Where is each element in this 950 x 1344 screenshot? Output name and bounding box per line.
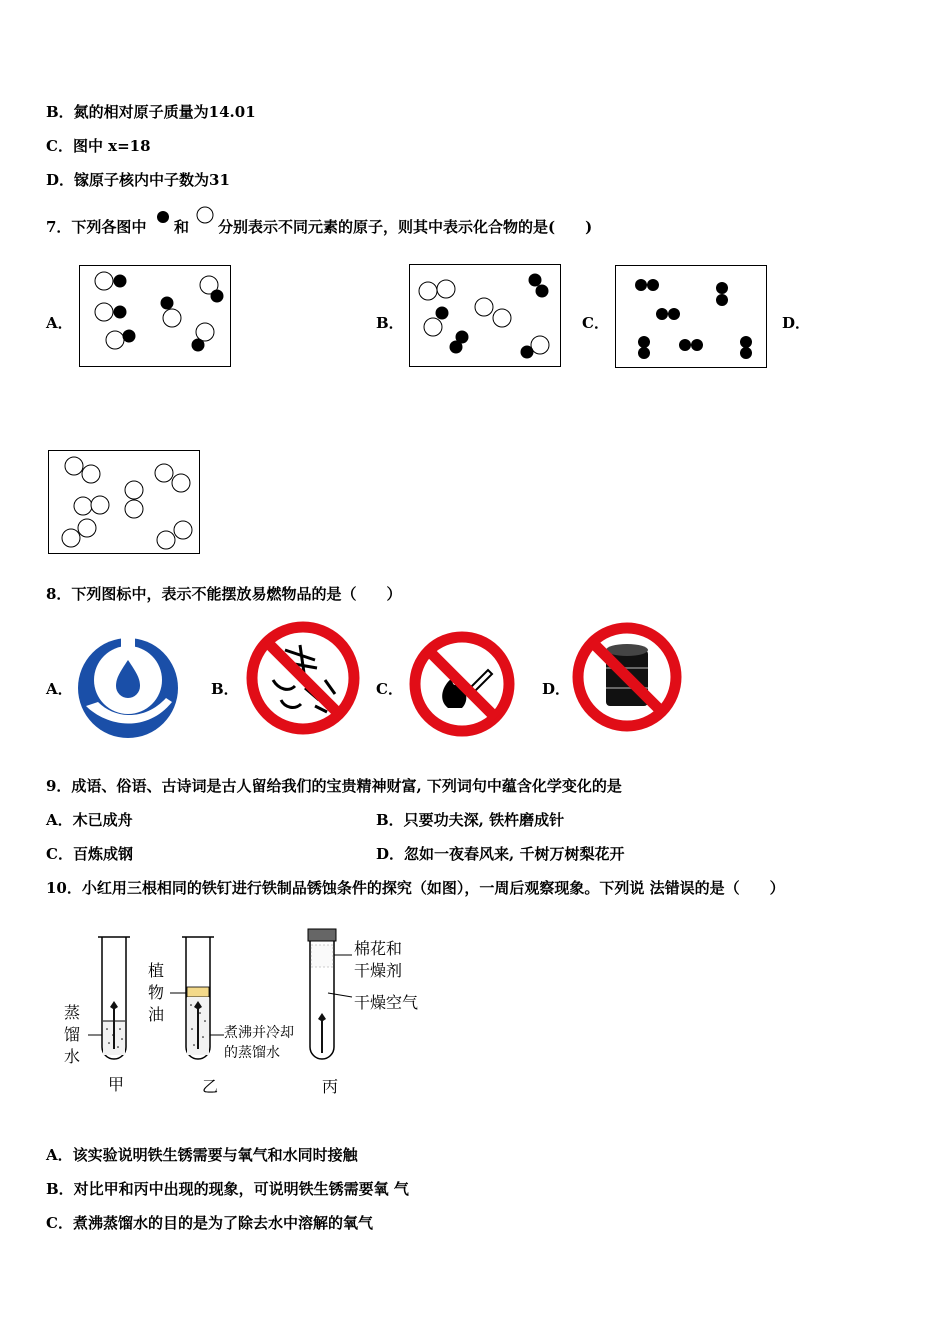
label-water-1: 蒸 bbox=[64, 1003, 81, 1022]
q7-stem-and: 和 bbox=[174, 218, 190, 236]
label-boiled-2: 的蒸馏水 bbox=[224, 1045, 280, 1061]
q7-box-b bbox=[409, 264, 561, 367]
label-cotton-2: 干燥剂 bbox=[354, 961, 403, 980]
no-flammable-liquid-sign-icon bbox=[572, 622, 682, 732]
q10-figure bbox=[60, 925, 440, 1100]
label-tube-yi: 乙 bbox=[202, 1077, 219, 1096]
molecule-diagram-c bbox=[616, 266, 768, 369]
q8-stem: 8．下列图标中，表示不能摆放易燃物品的是（ ） bbox=[46, 585, 402, 603]
q6-option-d: D．镓原子核内中子数为31 bbox=[46, 171, 230, 189]
label-oil-3: 油 bbox=[148, 1005, 165, 1024]
q9-option-d: D．忽如一夜春风来, 千树万树梨花开 bbox=[376, 845, 625, 863]
q9-option-b: B．只要功夫深, 铁杵磨成针 bbox=[376, 811, 565, 829]
molecule-diagram-b bbox=[410, 265, 562, 368]
q7-box-c bbox=[615, 265, 767, 368]
q8-label-a: A． bbox=[46, 680, 73, 698]
molecule-diagram-a bbox=[80, 266, 232, 368]
q7-box-a bbox=[79, 265, 231, 367]
label-oil-2: 物 bbox=[148, 983, 165, 1002]
q10-stem: 10．小红用三根相同的铁钉进行铁制品锈蚀条件的探究（如图），一周后观察现象。下列说 法错误的是（ ） bbox=[46, 879, 785, 897]
label-dry-air: 干燥空气 bbox=[354, 993, 419, 1012]
q9-option-c: C．百炼成钢 bbox=[46, 845, 133, 863]
q7-label-d: D． bbox=[782, 314, 811, 332]
q7-box-d bbox=[48, 450, 200, 554]
q10-option-b: B．对比甲和丙中出现的现象，可说明铁生锈需要氧 气 bbox=[46, 1180, 409, 1198]
white-atom-icon bbox=[196, 206, 214, 224]
label-boiled-1: 煮沸并冷却 bbox=[224, 1025, 294, 1041]
q10-option-a: A．该实验说明铁生锈需要与氧气和水同时接触 bbox=[46, 1146, 358, 1164]
q8-label-c: C． bbox=[376, 680, 403, 698]
q9-stem: 9．成语、俗语、古诗词是古人留给我们的宝贵精神财富, 下列词句中蕴含化学变化的是 bbox=[46, 777, 622, 795]
q6-option-b: B．氮的相对原子质量为14.01 bbox=[46, 103, 256, 121]
q7-label-b: B． bbox=[376, 314, 404, 332]
molecule-diagram-d bbox=[49, 451, 201, 555]
q8-label-d: D． bbox=[542, 680, 571, 698]
label-cotton-1: 棉花和 bbox=[354, 939, 403, 958]
q7-stem-prefix: 7．下列各图中 bbox=[46, 218, 147, 236]
q7-label-c: C． bbox=[582, 314, 609, 332]
no-flammables-sign-icon bbox=[245, 620, 361, 736]
q7-label-a: A． bbox=[46, 314, 73, 332]
q8-label-b: B． bbox=[211, 680, 239, 698]
label-oil-1: 植 bbox=[148, 961, 165, 980]
q7-stem-suffix: 分别表示不同元素的原子，则其中表示化合物的是( ) bbox=[218, 218, 593, 236]
q6-option-c: C．图中 x=18 bbox=[46, 137, 151, 155]
q9-option-a: A．木已成舟 bbox=[46, 811, 133, 829]
label-tube-bing: 丙 bbox=[322, 1077, 339, 1096]
label-water-3: 水 bbox=[64, 1047, 81, 1066]
water-saving-sign-icon bbox=[76, 636, 180, 740]
label-tube-jia: 甲 bbox=[108, 1075, 125, 1094]
q10-option-c: C．煮沸蒸馏水的目的是为了除去水中溶解的氧气 bbox=[46, 1214, 373, 1232]
black-atom-icon bbox=[156, 210, 170, 224]
label-water-2: 馏 bbox=[64, 1025, 81, 1044]
no-open-flame-sign-icon bbox=[408, 630, 516, 738]
